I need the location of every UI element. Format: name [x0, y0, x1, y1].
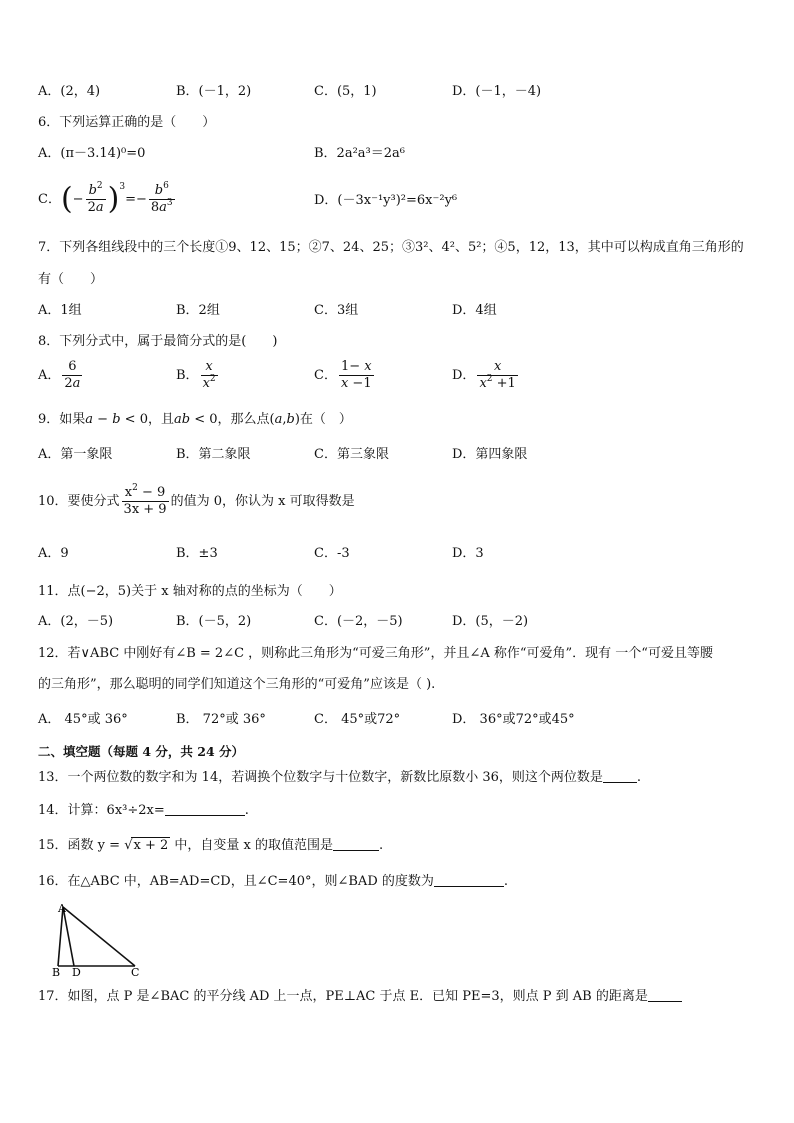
q5-option-c: C．(5，1): [314, 84, 377, 99]
vertex-a-label: A: [58, 902, 66, 915]
q7-option-a: A．1组: [38, 303, 82, 318]
q13-stem: 13．一个两位数的数字和为 14，若调换个位数字与十位数字，新数比原数小 36，则这个两位数是 .: [38, 770, 642, 785]
segment-ab: [58, 907, 63, 966]
q5-option-b: B．(－1，2): [176, 84, 252, 99]
q9-option-d: D．第四象限: [452, 447, 528, 462]
q16-stem: 16．在△ABC 中，AB=AD=CD，且∠C=40°，则∠BAD 的度数为 .: [38, 874, 509, 889]
q12-option-c: C． 45°或72°: [314, 712, 401, 727]
q5-option-a: A．(2，4): [38, 84, 101, 99]
q10-option-b: B．±3: [176, 546, 218, 561]
q10-option-c: C．-3: [314, 546, 350, 561]
q6-option-c-prefix: C．: [38, 192, 61, 207]
q7-option-c: C．3组: [314, 303, 359, 318]
q7-stem-line1: 7．下列各组线段中的三个长度①9、12、15；②7、24、25；③3²、4²、5²；④5，12，13，其中可以构成直角三角形的: [38, 240, 744, 255]
q6-stem: 6．下列运算正确的是（ ）: [38, 115, 216, 130]
q9-option-a: A．第一象限: [38, 447, 113, 462]
q8-option-d: D． $\frac{x}{x^2 +1}$: [452, 359, 516, 391]
q6-option-d: D．(－3x⁻¹y³)²=6x⁻²y⁶: [314, 193, 458, 208]
q14-stem: 14．计算：6x³÷2x= .: [38, 803, 249, 818]
q11-option-a: A．(2，－5): [38, 614, 114, 629]
q8-option-b: B． $\frac{x}{x^2}$: [176, 359, 216, 391]
q12-stem-line2: 的三角形”，那么聪明的同学们知道这个三角形的“可爱角”应该是（ ).: [38, 677, 436, 692]
q12-stem-line1: 12．若∨ABC 中刚好有∠B = 2∠C ，则称此三角形为“可爱三角形”，并且∠A 称作“可爱角”．现有 一个“可爱且等腰: [38, 646, 713, 661]
q9-option-b: B．第二象限: [176, 447, 251, 462]
q6-option-a: A．(π－3.14)⁰=0: [38, 146, 146, 161]
q11-option-c: C．(－2，－5): [314, 614, 403, 629]
q8-option-a: A． $\frac{6}{2a}$: [38, 359, 81, 391]
q8-option-c: C． $\frac{1- x}{x -1}$: [314, 359, 372, 391]
vertex-b-label: B: [52, 966, 61, 978]
q10-option-d: D．3: [452, 546, 484, 561]
q7-option-d: D．4组: [452, 303, 497, 318]
segment-ac: [63, 907, 135, 966]
q11-option-d: D．(5，－2): [452, 614, 529, 629]
q12-option-d: D． 36°或72°或45°: [452, 712, 575, 727]
q10-option-a: A．9: [38, 546, 69, 561]
q6-option-c: C．(− $\frac{b^2}{2a}$ )$^3$=− $\frac{b^6}{8a^3}$: [38, 181, 173, 217]
segment-ad: [63, 907, 74, 966]
q12-option-a: A． 45°或 36°: [38, 712, 128, 727]
q7-stem-line2: 有（ ）: [38, 272, 104, 287]
q15-stem: 15．函数 y = √x + 2 中，自变量 x 的取值范围是 .: [38, 838, 384, 853]
q10-stem: 10．要使分式 $\frac{x^2 - 9}{3x + 9}$ 的值为 0，你认为 x 可取得数是: [38, 483, 355, 517]
vertex-d-label: D: [72, 966, 81, 978]
vertex-c-label: C: [131, 966, 140, 978]
q11-stem: 11．点(−2，5)关于 x 轴对称的点的坐标为（ ）: [38, 584, 342, 599]
q11-option-b: B．(－5，2): [176, 614, 252, 629]
q12-option-b: B． 72°或 36°: [176, 712, 266, 727]
q6-option-b: B．2a²a³＝2a⁶: [314, 146, 405, 161]
triangle-figure: [50, 900, 145, 978]
section-heading: 二、填空题（每题 4 分，共 24 分）: [38, 744, 245, 759]
q8-stem: 8．下列分式中，属于最简分式的是( ): [38, 334, 278, 349]
q9-stem: 9．如果a − b < 0，且ab < 0，那么点(a,b)在（ ）: [38, 412, 352, 427]
q5-option-d: D．(－1，－4): [452, 84, 542, 99]
q17-stem: 17．如图，点 P 是∠BAC 的平分线 AD 上一点，PE⊥AC 于点 E．已知 PE=3，则点 P 到 AB 的距离是: [38, 989, 682, 1005]
q7-option-b: B．2组: [176, 303, 220, 318]
q9-option-c: C．第三象限: [314, 447, 389, 462]
